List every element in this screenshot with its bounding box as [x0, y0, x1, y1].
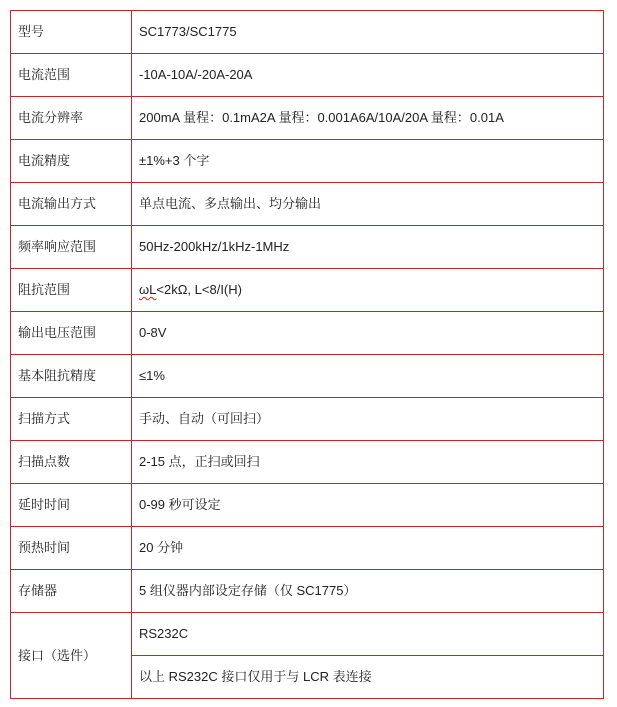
row-label: 阻抗范围 — [11, 269, 132, 312]
row-label: 扫描方式 — [11, 398, 132, 441]
row-value: 0-8V — [132, 312, 604, 355]
row-value: 5 组仪器内部设定存储（仅 SC1775） — [132, 570, 604, 613]
table-row — [11, 97, 604, 140]
table-row — [11, 140, 604, 183]
spellcheck-underlined-text: ωL — [139, 282, 157, 297]
table-row — [11, 441, 604, 484]
row-value: 单点电流、多点输出、均分输出 — [132, 183, 604, 226]
table-row — [11, 54, 604, 97]
table-row — [11, 398, 604, 441]
row-value: 2-15 点，正扫或回扫 — [132, 441, 604, 484]
row-value: 以上 RS232C 接口仅用于与 LCR 表连接 — [132, 656, 604, 699]
spec-table — [10, 10, 604, 699]
table-row — [11, 11, 604, 54]
row-value: -10A-10A/-20A-20A — [132, 54, 604, 97]
table-row — [11, 613, 604, 656]
table-row — [11, 183, 604, 226]
table-row — [11, 312, 604, 355]
row-value: ±1%+3 个字 — [132, 140, 604, 183]
row-label: 扫描点数 — [11, 441, 132, 484]
row-value: 20 分钟 — [132, 527, 604, 570]
row-value: ≤1% — [132, 355, 604, 398]
table-row — [11, 527, 604, 570]
row-label: 预热时间 — [11, 527, 132, 570]
row-value: SC1773/SC1775 — [132, 11, 604, 54]
table-row — [11, 484, 604, 527]
row-value: 200mA 量程：0.1mA2A 量程：0.001A6A/10A/20A 量程：0.01A — [132, 97, 604, 140]
row-value: 50Hz-200kHz/1kHz-1MHz — [132, 226, 604, 269]
row-value-text: <2kΩ, L<8/I(H) — [156, 282, 242, 297]
row-value: 手动、自动（可回扫） — [132, 398, 604, 441]
table-row — [11, 570, 604, 613]
row-value: RS232C — [132, 613, 604, 656]
row-label: 型号 — [11, 11, 132, 54]
table-row — [11, 269, 604, 312]
row-label: 电流精度 — [11, 140, 132, 183]
row-value — [132, 269, 604, 312]
row-value: 0-99 秒可设定 — [132, 484, 604, 527]
row-label: 电流分辨率 — [11, 97, 132, 140]
row-label: 存储器 — [11, 570, 132, 613]
row-label: 电流范围 — [11, 54, 132, 97]
row-label: 接口（选件） — [11, 613, 132, 699]
row-label: 基本阻抗精度 — [11, 355, 132, 398]
table-row — [11, 355, 604, 398]
table-row — [11, 226, 604, 269]
row-label: 频率响应范围 — [11, 226, 132, 269]
row-label: 输出电压范围 — [11, 312, 132, 355]
row-label: 电流输出方式 — [11, 183, 132, 226]
row-label: 延时时间 — [11, 484, 132, 527]
